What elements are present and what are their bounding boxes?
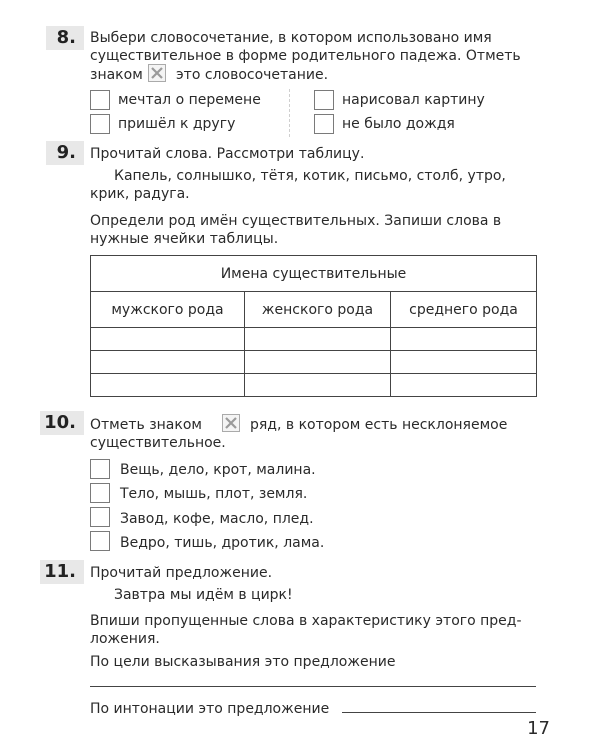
table-cell[interactable] (91, 328, 245, 351)
task-9-words-line2: крик, радуга. (90, 186, 190, 202)
task-8-text-line3-a: знаком (90, 67, 143, 83)
row-label-3: Завод, кофе, масло, плед. (120, 511, 314, 527)
option-label-3: нарисовал картину (342, 92, 485, 108)
table-row (91, 328, 537, 351)
row-label-4: Ведро, тишь, дротик, лама. (120, 535, 325, 551)
intonation-answer-line[interactable] (342, 712, 536, 713)
table-cell[interactable] (245, 328, 391, 351)
column-header-masculine: мужского рода (91, 292, 245, 328)
task-8-text-line1: Выбери словосочетание, в котором использовано имя (90, 30, 492, 46)
x-mark-icon (148, 64, 166, 82)
table-cell[interactable] (391, 351, 537, 374)
column-header-feminine: женского рода (245, 292, 391, 328)
task-10-number: 10. (40, 411, 84, 435)
task-11-instruction: Прочитай предложение. (90, 565, 273, 581)
task-11-task-line1: Впиши пропущенные слова в характеристику этого пред- (90, 613, 522, 629)
task-9-words-line1: Капель, солнышко, тётя, котик, письмо, столб, утро, (114, 168, 506, 184)
intonation-label: По интонации это предложение (90, 701, 330, 717)
task-8-number: 8. (46, 26, 84, 50)
page-number: 17 (527, 718, 550, 739)
table-cell[interactable] (91, 374, 245, 397)
checkbox-option-2[interactable] (90, 114, 110, 134)
task-8-text-line2: существительное в форме родительного падежа. Отметь (90, 48, 521, 64)
table-title: Имена существительные (91, 256, 537, 292)
table-cell[interactable] (91, 351, 245, 374)
row-label-2: Тело, мышь, плот, земля. (120, 486, 308, 502)
column-divider (289, 89, 290, 137)
option-label-4: не было дождя (342, 116, 455, 132)
table-cell[interactable] (391, 328, 537, 351)
column-header-neuter: среднего рода (391, 292, 537, 328)
checkbox-row-4[interactable] (90, 531, 110, 551)
option-label-2: пришёл к другу (118, 116, 236, 132)
purpose-answer-line[interactable] (90, 686, 536, 687)
task-9-task-line1: Определи род имён существительных. Запиши слова в (90, 213, 502, 229)
checkbox-option-4[interactable] (314, 114, 334, 134)
task-11-number: 11. (40, 560, 84, 584)
checkbox-row-1[interactable] (90, 459, 110, 479)
task-9-number: 9. (46, 141, 84, 165)
row-label-1: Вещь, дело, крот, малина. (120, 462, 316, 478)
task-11-sentence: Завтра мы идём в цирк! (114, 587, 293, 603)
checkbox-option-1[interactable] (90, 90, 110, 110)
task-10-text-line1-a: Отметь знаком (90, 417, 202, 433)
checkbox-option-3[interactable] (314, 90, 334, 110)
task-11-task-line2: ложения. (90, 631, 160, 647)
task-8-text-line3-b: это словосочетание. (176, 67, 329, 83)
table-cell[interactable] (391, 374, 537, 397)
checkbox-row-3[interactable] (90, 507, 110, 527)
table-cell[interactable] (245, 374, 391, 397)
task-9-instruction: Прочитай слова. Рассмотри таблицу. (90, 146, 365, 162)
table-row (91, 374, 537, 397)
table-row (91, 351, 537, 374)
option-label-1: мечтал о перемене (118, 92, 261, 108)
task-9-task-line2: нужные ячейки таблицы. (90, 231, 279, 247)
task-10-text-line2: существительное. (90, 435, 226, 451)
x-mark-icon (222, 414, 240, 432)
noun-gender-table (90, 255, 537, 397)
table-cell[interactable] (245, 351, 391, 374)
task-10-text-line1-b: ряд, в котором есть несклоняемое (250, 417, 508, 433)
checkbox-row-2[interactable] (90, 483, 110, 503)
purpose-label: По цели высказывания это предложение (90, 654, 396, 670)
